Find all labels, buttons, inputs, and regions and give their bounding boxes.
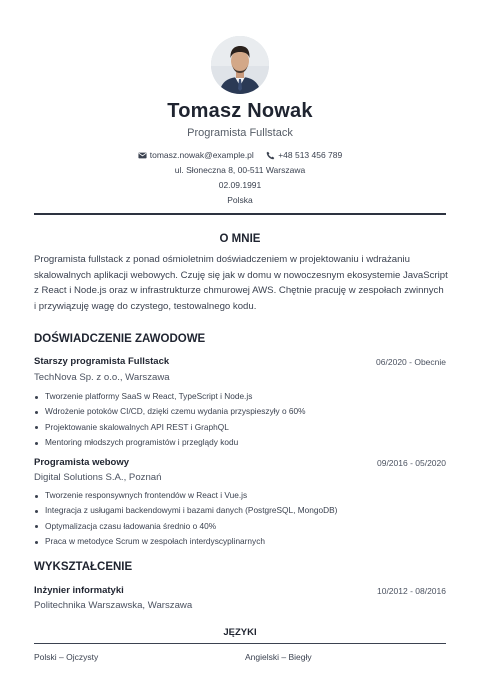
phone-icon: [266, 151, 275, 160]
header-divider: [34, 213, 446, 215]
phone-text: +48 513 456 789: [278, 150, 343, 160]
list-item: Integracja z usługami backendowymi i bazami danych (PostgreSQL, MongoDB): [34, 503, 446, 518]
job-dates: 06/2020 - Obecnie: [376, 357, 446, 367]
job-bullets: [34, 488, 446, 550]
job-title: Programista webowy: [34, 457, 130, 468]
contact-line: [0, 150, 480, 162]
country-text: Polska: [227, 195, 253, 205]
avatar: [211, 36, 269, 94]
education-dates: 10/2012 - 08/2016: [376, 586, 446, 596]
envelope-icon: [138, 151, 147, 160]
job-bullets: [34, 389, 446, 451]
avatar-portrait-icon: [211, 36, 269, 94]
list-item: Tworzenie responsywnych frontendów w React i Vue.js: [34, 488, 446, 503]
job-company: TechNova Sp. z o.o., Warszawa: [34, 372, 170, 383]
list-item: Wdrożenie potoków CI/CD, dzięki czemu wydania przyspieszyły o 60%: [34, 404, 446, 419]
job-company: Digital Solutions S.A., Poznań: [34, 472, 162, 483]
education-school: Politechnika Warszawska, Warszawa: [34, 600, 193, 611]
candidate-role: Programista Fullstack: [187, 127, 293, 139]
list-item: Projektowanie skalowalnych API REST i GraphQL: [34, 420, 446, 435]
languages-heading: JĘZYKI: [223, 627, 257, 638]
candidate-name: Tomasz Nowak: [167, 100, 313, 122]
contact-email[interactable]: [138, 150, 254, 160]
job-dates: 09/2016 - 05/2020: [376, 458, 446, 468]
address-text: ul. Słoneczna 8, 00-511 Warszawa: [174, 165, 306, 175]
list-item: Optymalizacja czasu ładowania średnio o 40%: [34, 519, 446, 534]
list-item: Praca w metodyce Scrum w zespołach interdyscyplinarnych: [34, 534, 446, 549]
job-title: Starszy programista Fullstack: [34, 356, 170, 367]
email-text: tomasz.nowak@example.pl: [149, 150, 254, 160]
contact-phone[interactable]: [266, 150, 342, 160]
languages-divider: [34, 643, 446, 644]
birth-date-text: 02.09.1991: [218, 180, 262, 190]
language-item: Polski – Ojczysty: [34, 652, 99, 662]
summary-text: Programista fullstack z ponad ośmioletnim doświadczeniem w projektowaniu i wdrażaniu skalowalnych aplikacji webowych. Czuję się jak w domu w nowoczesnym ekosystemie JavaScript z React i Node.js oraz w infrastrukturze chmurowej AWS. Chętnie pracuję w zespołach zwinnych i przywiązuję wagę do czystego, testowalnego kodu.: [34, 254, 448, 312]
summary-heading: O MNIE: [219, 233, 261, 245]
list-item: Mentoring młodszych programistów i przeglądy kodu: [34, 435, 446, 450]
list-item: Tworzenie platformy SaaS w React, TypeScript i Node.js: [34, 389, 446, 404]
language-item: Angielski – Biegły: [245, 652, 312, 662]
experience-heading: DOŚWIADCZENIE ZAWODOWE: [34, 333, 206, 345]
education-heading: WYKSZTAŁCENIE: [34, 561, 133, 573]
education-degree: Inżynier informatyki: [34, 585, 124, 596]
